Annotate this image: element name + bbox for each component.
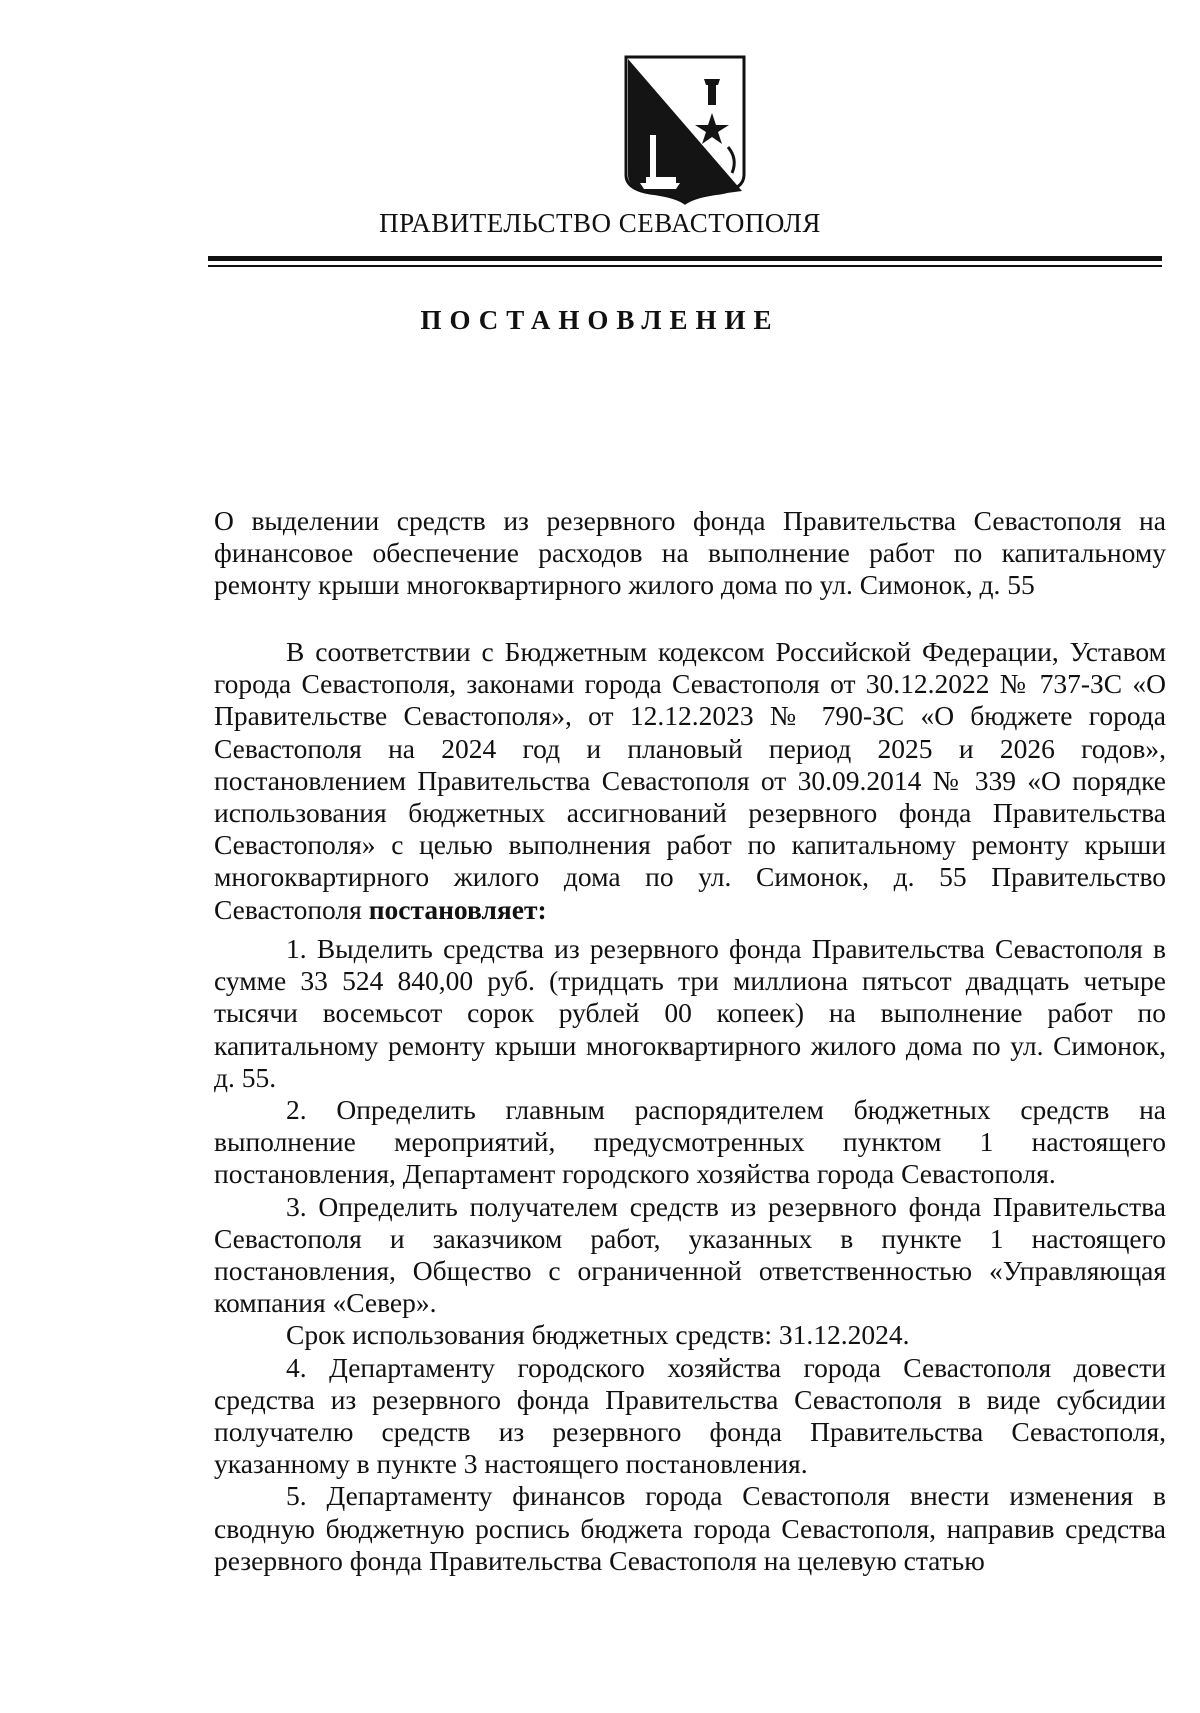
- sevastopol-coat-of-arms-icon: [620, 55, 750, 205]
- decree-item-4: 4. Департаменту городского хозяйства города Севастополя довести средства из резервного фонда Правительства Севастополя в виде субсидии получателю средств из резервного фонда Правительства Севастополя, указанному в пункте 3 настоящего постановления.: [214, 1351, 1166, 1480]
- preamble-text: В соответствии с Бюджетным кодексом Российской Федерации, Уставом города Севастополя, законами города Севастополя от 30.12.2022 № 737-ЗС «О Правительстве Севастополя», от 12.12.2023 № 790-ЗС «О бюджете города Севастополя на 2024 год и плановый период 2025 и 2026 годов», постановлением Правительства Севастополя от 30.09.2014 № 339 «О порядке использования бюджетных ассигнований резервного фонда Правительства Севастополя» с целью выполнения работ по капитальному ремонту крыши многоквартирного жилого дома по ул. Симонок, д. 55 Правительство Севастополя: [214, 636, 1166, 925]
- decree-item-1: 1. Выделить средства из резервного фонда Правительства Севастополя в сумме 33 524 840,00 руб. (тридцать три миллиона пятьсот двадцать четыре тысячи восемьсот сорок рублей 00 копеек) на выполнение работ по капитальному ремонту крыши многоквартирного жилого дома по ул. Симонок, д. 55.: [214, 933, 1166, 1093]
- preamble: [214, 636, 1166, 926]
- header-divider-thick: [208, 256, 1162, 261]
- decree-item-5: 5. Департаменту финансов города Севастополя внести изменения в сводную бюджетную роспись бюджета города Севастополя, направив средства резервного фонда Правительства Севастополя на целевую статью: [214, 1480, 1166, 1576]
- document-type: ПОСТАНОВЛЕНИЕ: [420, 305, 780, 335]
- header-divider-thin: [208, 265, 1162, 267]
- decree-item-deadline: Срок использования бюджетных средств: 31.12.2024.: [286, 1319, 910, 1351]
- decree-item-3: 3. Определить получателем средств из резервного фонда Правительства Севастополя и заказчиком работ, указанных в пункте 1 настоящего постановления, Общество с ограниченной ответственностью «Управляющая компания «Север».: [214, 1190, 1166, 1319]
- decree-word: постановляет:: [368, 893, 547, 925]
- decree-item-2: 2. Определить главным распорядителем бюджетных средств на выполнение мероприятий, предусмотренных пунктом 1 настоящего постановления, Департамент городского хозяйства города Севастополя.: [214, 1094, 1166, 1190]
- decree-items: [214, 933, 1166, 1577]
- organization-name: ПРАВИТЕЛЬСТВО СЕВАСТОПОЛЯ: [379, 208, 821, 238]
- preamble-paragraph: [214, 636, 1166, 926]
- document-title: О выделении средств из резервного фонда Правительства Севастополя на финансовое обеспечение расходов на выполнение работ по капитальному ремонту крыши многоквартирного жилого дома по ул. Симонок, д. 55: [214, 505, 1166, 601]
